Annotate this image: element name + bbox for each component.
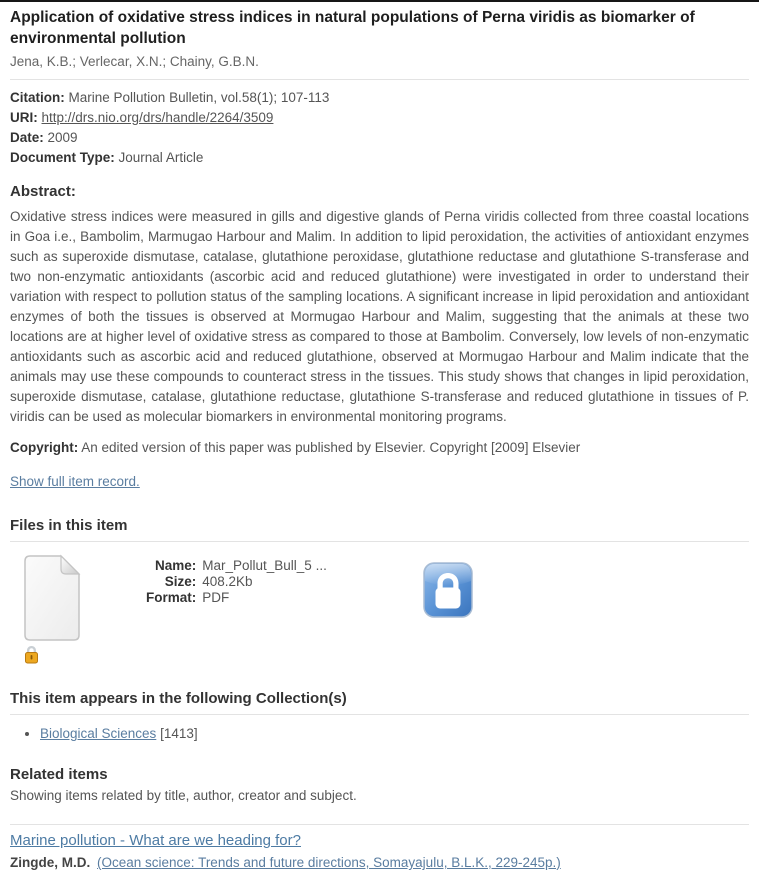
abstract-text: Oxidative stress indices were measured in gills and digestive glands of Perna viridis collected from three coastal locations in Goa i.e., Bambolim, Marmugao Harbour and Malim. In addition to lipid peroxidation, the activities of antioxidant enzymes such as superoxide dismutase, catalase, glutathione peroxidase, glutathione reductase and glutathione S-transferase and two non-enzymatic antioxidants (ascorbic acid and reduced glutathione) were investigated in order to understand their variation with respect to pollution status of the sampling locations. A significant increase in lipid peroxidation and antioxidant enzymes of both the tissues is observed at Mormugao Harbour and Malim, suggesting that the animals at these two locations are at higher level of oxidative stress as compared to those at Bambolim. Conversely, low levels of non-enzymatic antioxidants such as ascorbic acid and reduced glutathione, observed at Mormugao Harbour and Malim indicate that the animals may use these compounds to counteract stress in the tissues. This study shows that changes in lipid peroxidation, superoxide dismutase, catalase, glutathione reductase, glutathione S-transferase and reduced glutathione in tissues of P. viridis can be used as molecular biomarkers in environmental monitoring programs. (10, 209, 749, 424)
related-item-byline (10, 854, 749, 872)
file-name-label: Name: (154, 558, 197, 573)
uri-row (10, 108, 749, 128)
collections-list (10, 724, 749, 744)
related-items-subtitle: Showing items related by title, author, creator and subject. (10, 788, 357, 803)
date-row (10, 128, 749, 148)
file-format-value: PDF (202, 590, 230, 605)
file-name-value: Mar_Pollut_Bull_5 ... (202, 558, 327, 573)
related-item-title-link[interactable]: Marine pollution - What are we heading for? (10, 832, 301, 849)
divider (10, 824, 749, 825)
file-metadata (146, 558, 327, 605)
doctype-value: Journal Article (118, 150, 204, 165)
divider (10, 79, 749, 80)
citation-value: Marine Pollution Bulletin, vol.58(1); 107-113 (68, 90, 330, 105)
collection-item-count: [1413] (160, 726, 198, 741)
file-row (10, 554, 749, 664)
date-value: 2009 (47, 130, 78, 145)
file-thumbnail-column (22, 554, 84, 664)
doctype-row (10, 148, 749, 168)
collection-list-item (40, 724, 749, 744)
citation-row (10, 88, 749, 108)
page-title: Application of oxidative stress indices in natural populations of Perna viridis as biomarker of environmental pollution (10, 9, 695, 47)
copyright-value: An edited version of this paper was published by Elsevier. Copyright [2009] Elsevier (81, 440, 581, 455)
uri-link[interactable]: http://drs.nio.org/drs/handle/2264/3509 (41, 110, 274, 125)
blank-file-icon[interactable] (22, 554, 82, 642)
collection-link[interactable]: Biological Sciences (40, 726, 157, 741)
file-size-label: Size: (164, 574, 197, 589)
item-metadata (10, 88, 749, 168)
gold-lock-icon (24, 645, 39, 664)
related-item-author: Zingde, M.D. (10, 855, 91, 870)
blue-lock-button[interactable] (423, 562, 473, 621)
collections-section-heading: This item appears in the following Collection(s) (10, 690, 749, 715)
related-items-heading: Related items (10, 766, 108, 783)
copyright-label: Copyright: (10, 440, 79, 455)
files-section-heading: Files in this item (10, 517, 749, 542)
related-item-source-link[interactable]: (Ocean science: Trends and future directions, Somayajulu, B.L.K., 229-245p.) (97, 855, 561, 870)
file-format-label: Format: (146, 590, 197, 605)
item-authors: Jena, K.B.; Verlecar, X.N.; Chainy, G.B.N. (10, 54, 259, 69)
abstract-heading: Abstract: (10, 183, 76, 200)
citation-label: Citation: (10, 90, 65, 105)
related-item-title (10, 832, 749, 849)
show-full-record-link[interactable]: Show full item record. (10, 474, 140, 489)
copyright-row (10, 438, 749, 458)
date-label: Date: (10, 130, 44, 145)
file-size-value: 408.2Kb (202, 574, 253, 589)
uri-label: URI: (10, 110, 38, 125)
lock-icon (423, 562, 473, 618)
doctype-label: Document Type: (10, 150, 115, 165)
